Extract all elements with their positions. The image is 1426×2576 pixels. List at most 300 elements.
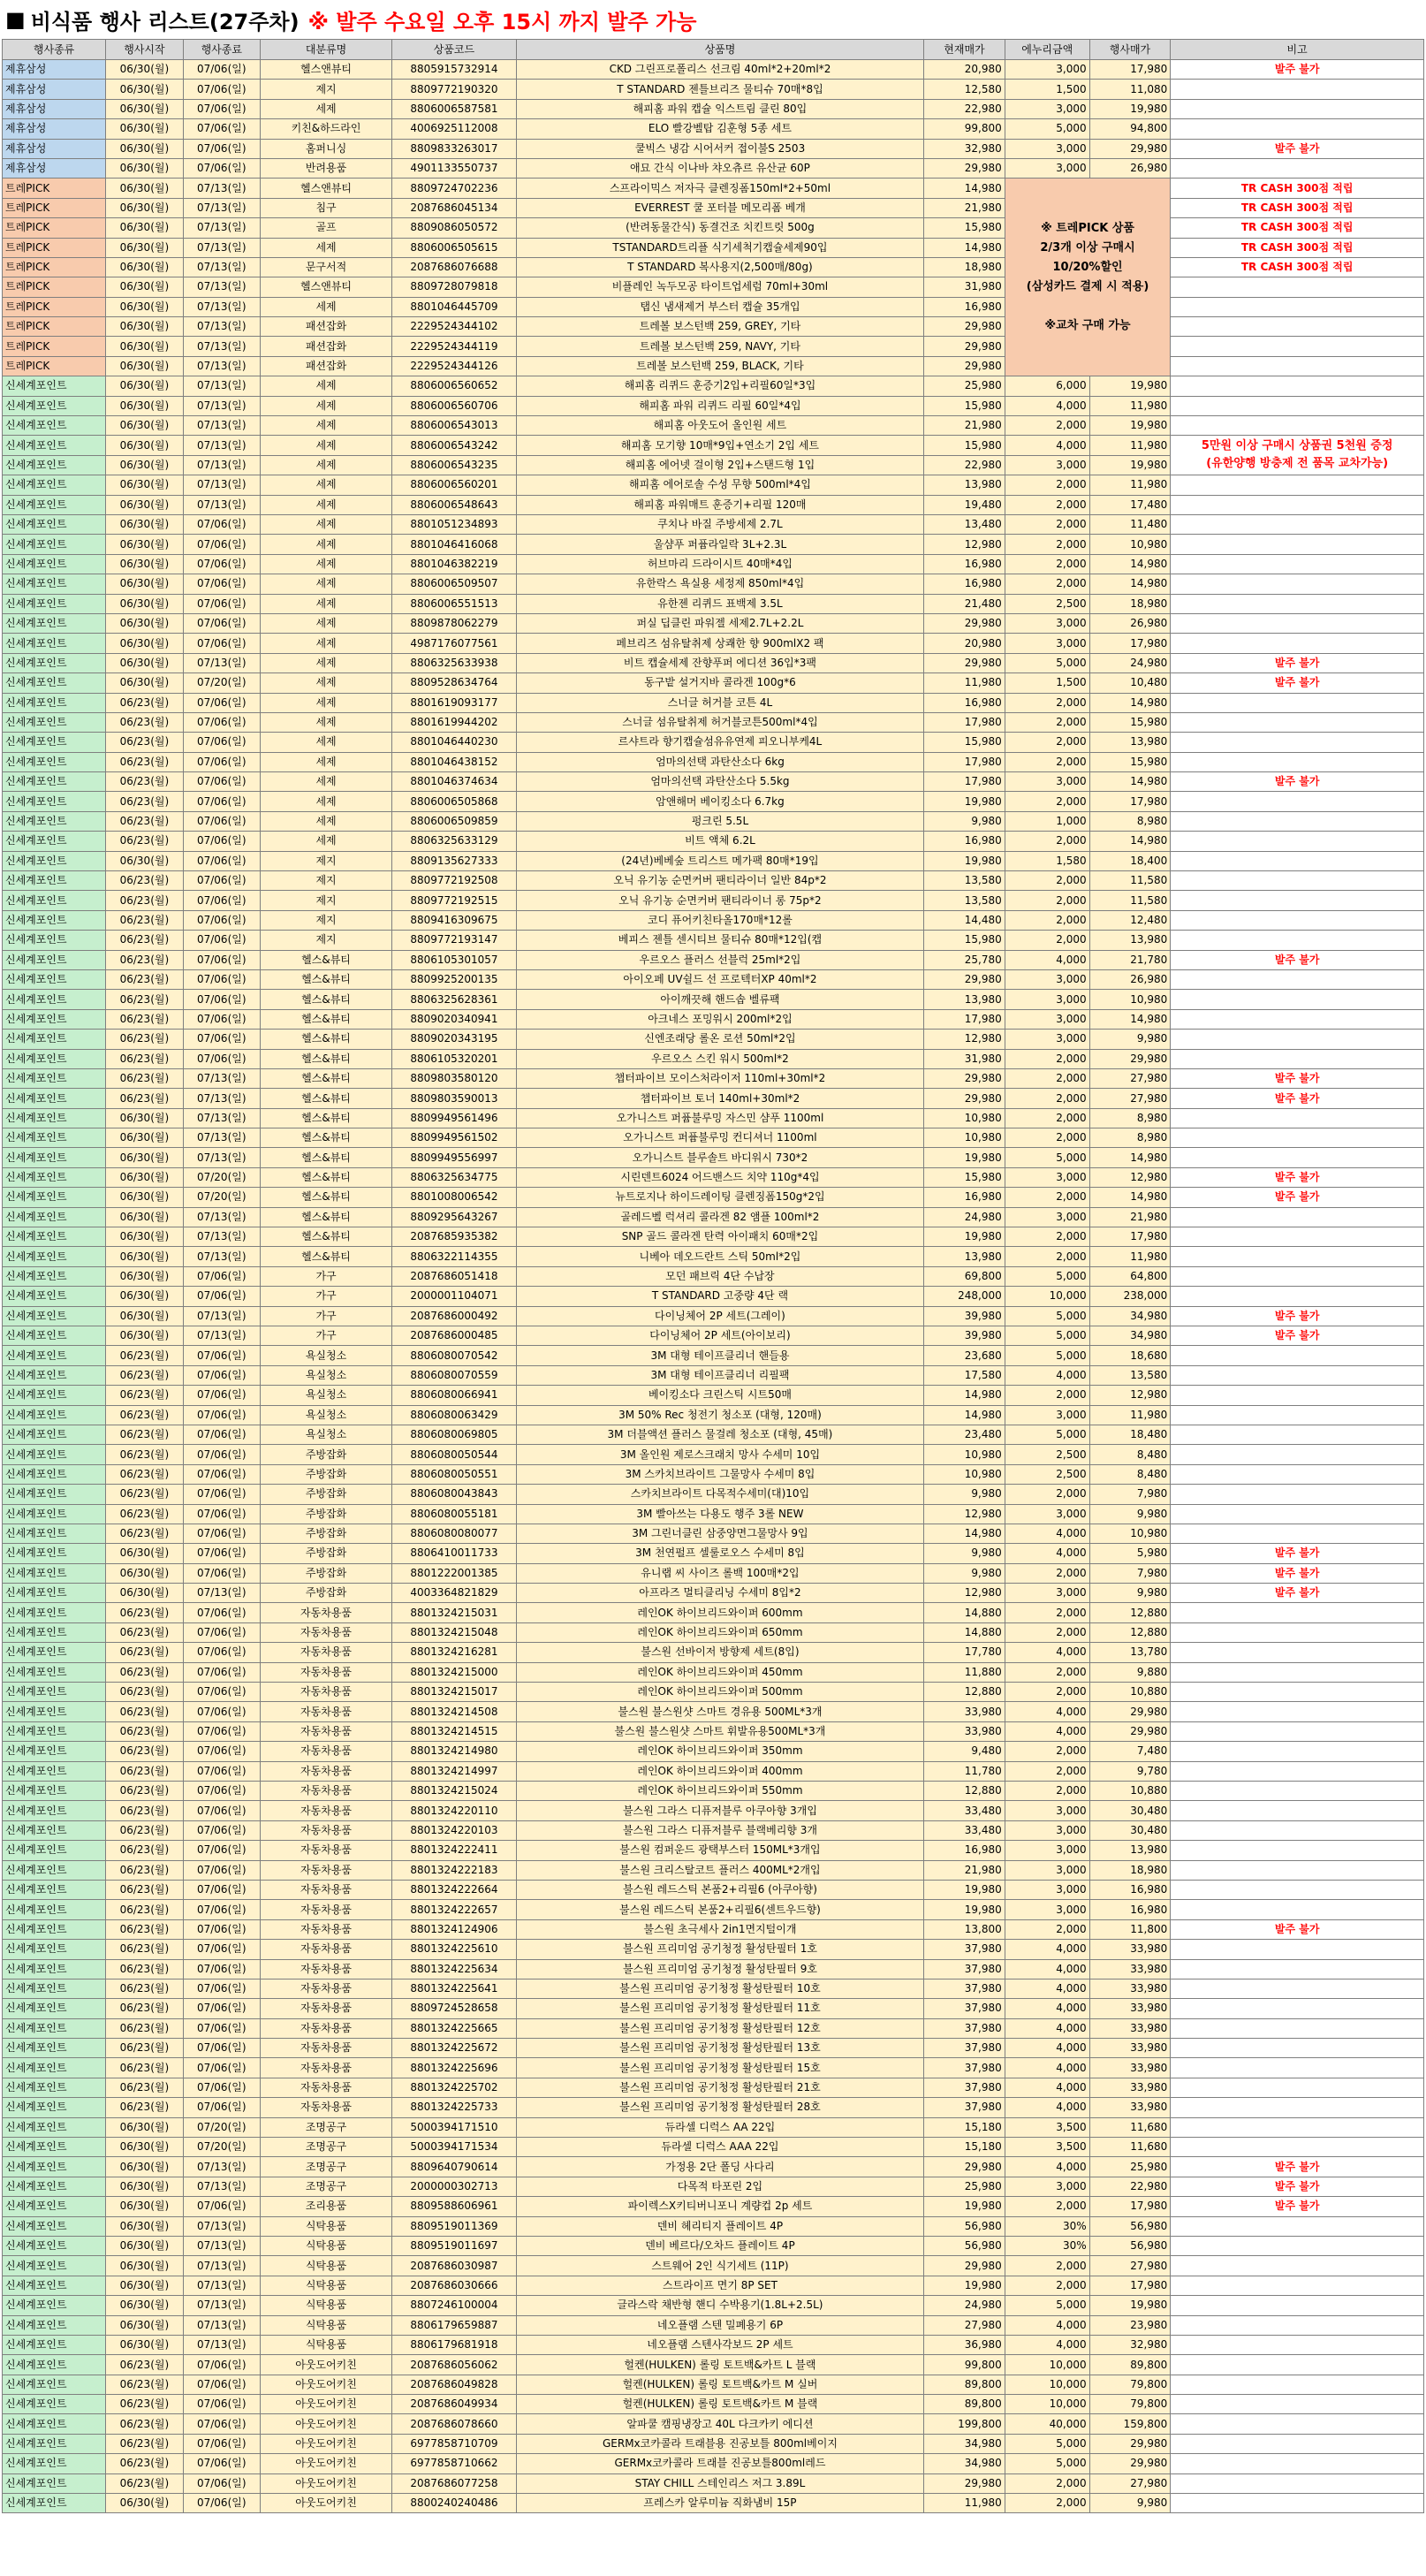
- cell-product-code: 8801046438152: [392, 752, 517, 771]
- cell-remark: 발주 불가: [1171, 60, 1424, 80]
- cell-remark: [1171, 1485, 1424, 1504]
- cell-promo-price: 14,980: [1089, 1148, 1171, 1167]
- cell-promo-price: 11,580: [1089, 891, 1171, 910]
- cell-promo-price: 21,980: [1089, 1207, 1171, 1227]
- cell-current-price: 29,980: [924, 158, 1005, 178]
- cell-promo-type: 신세계포인트: [3, 990, 106, 1009]
- cell-end-date: 07/20(일): [183, 1188, 260, 1207]
- cell-current-price: 33,480: [924, 1801, 1005, 1820]
- cell-product-code: 8809878062279: [392, 613, 517, 633]
- cell-promo-price: 18,680: [1089, 1346, 1171, 1365]
- cell-remark: [1171, 2473, 1424, 2493]
- cell-product-name: 골레드벨 럭셔리 콜라겐 82 앰플 100ml*2: [516, 1207, 923, 1227]
- cell-discount: 4,000: [1005, 1544, 1089, 1563]
- cell-remark: 발주 불가: [1171, 1068, 1424, 1088]
- cell-promo-price: 12,880: [1089, 1603, 1171, 1622]
- cell-promo-price: 29,980: [1089, 1049, 1171, 1068]
- cell-discount: 5,000: [1005, 653, 1089, 672]
- table-row: [3, 931, 1424, 950]
- cell-promo-price: 11,680: [1089, 2117, 1171, 2137]
- cell-current-price: 13,800: [924, 1919, 1005, 1939]
- cell-product-code: 8809772193147: [392, 931, 517, 950]
- cell-product-code: 2087686000485: [392, 1326, 517, 1346]
- table-row: [3, 1445, 1424, 1464]
- table-row: [3, 1247, 1424, 1266]
- cell-promo-price: 29,980: [1089, 2454, 1171, 2473]
- cell-end-date: 07/13(일): [183, 238, 260, 257]
- cell-category: 식탁용품: [260, 2256, 391, 2276]
- cell-end-date: 07/06(일): [183, 1702, 260, 1721]
- title-main: 비식품 행사 리스트(27주차): [30, 9, 300, 34]
- cell-start-date: 06/30(월): [106, 317, 183, 337]
- cell-promo-type: 신세계포인트: [3, 2157, 106, 2177]
- table-row: [3, 1563, 1424, 1583]
- cell-current-price: 10,980: [924, 1128, 1005, 1148]
- cell-product-name: 불스원 초극세사 2in1면지털이개: [516, 1919, 923, 1939]
- cell-end-date: 07/06(일): [183, 1860, 260, 1880]
- cell-promo-price: 14,980: [1089, 1009, 1171, 1029]
- cell-promo-type: 신세계포인트: [3, 871, 106, 891]
- cell-remark: 발주 불가: [1171, 1919, 1424, 1939]
- cell-discount: 2,000: [1005, 2473, 1089, 2493]
- cell-product-code: 6977858710709: [392, 2434, 517, 2453]
- cell-current-price: 11,780: [924, 1761, 1005, 1781]
- cell-category: 자동차용품: [260, 1643, 391, 1662]
- cell-current-price: 22,980: [924, 455, 1005, 475]
- cell-end-date: 07/06(일): [183, 1346, 260, 1365]
- trend-pick-note-line: 2/3개 이상 구매시: [1040, 240, 1135, 255]
- cell-promo-price: 13,580: [1089, 1365, 1171, 1385]
- cell-promo-type: 신세계포인트: [3, 772, 106, 792]
- cell-promo-price: 33,980: [1089, 2018, 1171, 2038]
- cell-product-code: 2087686051418: [392, 1266, 517, 1286]
- cell-current-price: 33,480: [924, 1820, 1005, 1840]
- cell-product-name: STAY CHILL 스테인리스 저그 3.89L: [516, 2473, 923, 2493]
- cell-product-code: 2087686077258: [392, 2473, 517, 2493]
- cell-current-price: 11,880: [924, 1662, 1005, 1682]
- cell-product-name: 챕터파이브 토너 140ml+30ml*2: [516, 1089, 923, 1108]
- cell-category: 헬스&뷰티: [260, 1108, 391, 1128]
- cell-category: 주방잡화: [260, 1563, 391, 1583]
- cell-promo-type: 신세계포인트: [3, 574, 106, 594]
- cell-current-price: 19,980: [924, 2276, 1005, 2295]
- cell-promo-price: 33,980: [1089, 2039, 1171, 2058]
- cell-remark: 발주 불가: [1171, 1544, 1424, 1563]
- cell-category: 자동차용품: [260, 2018, 391, 2038]
- cell-current-price: 15,980: [924, 396, 1005, 415]
- cell-discount: 2,000: [1005, 1742, 1089, 1761]
- cell-start-date: 06/30(월): [106, 1188, 183, 1207]
- trend-pick-note-line: ※ 트레PICK 상품: [1041, 221, 1134, 235]
- cell-remark: [1171, 2098, 1424, 2117]
- cell-remark: [1171, 2494, 1424, 2513]
- cell-discount: 5,000: [1005, 1326, 1089, 1346]
- cell-promo-type: 신세계포인트: [3, 2473, 106, 2493]
- cell-promo-type: 신세계포인트: [3, 1563, 106, 1583]
- cell-start-date: 06/23(월): [106, 2473, 183, 2493]
- cell-promo-type: 신세계포인트: [3, 1841, 106, 1860]
- table-row: [3, 2236, 1424, 2255]
- cell-start-date: 06/23(월): [106, 811, 183, 831]
- cell-product-name: 스카치브라이트 다목적수세미(대)10입: [516, 1485, 923, 1504]
- cell-remark: [1171, 1761, 1424, 1781]
- cell-promo-price: 5,980: [1089, 1544, 1171, 1563]
- table-row: [3, 436, 1424, 455]
- cell-promo-price: 14,980: [1089, 832, 1171, 851]
- cell-product-code: 8806080050551: [392, 1464, 517, 1484]
- cell-start-date: 06/23(월): [106, 1030, 183, 1049]
- cell-start-date: 06/23(월): [106, 910, 183, 930]
- cell-promo-price: 159,800: [1089, 2414, 1171, 2434]
- cell-category: 자동차용품: [260, 1860, 391, 1880]
- table-row: [3, 1900, 1424, 1919]
- table-row: [3, 851, 1424, 870]
- cell-promo-type: 트레PICK: [3, 257, 106, 277]
- cell-product-code: 8806410011733: [392, 1544, 517, 1563]
- cell-current-price: 36,980: [924, 2335, 1005, 2354]
- cell-category: 자동차용품: [260, 1820, 391, 1840]
- cell-remark: [1171, 337, 1424, 356]
- cell-product-code: 2000000302713: [392, 2177, 517, 2196]
- cell-product-code: 8801619093177: [392, 693, 517, 712]
- table-row: [3, 2335, 1424, 2354]
- cell-promo-price: 24,980: [1089, 653, 1171, 672]
- cell-start-date: 06/23(월): [106, 1860, 183, 1880]
- cell-promo-price: 11,980: [1089, 396, 1171, 415]
- cell-remark: [1171, 475, 1424, 495]
- cell-product-name: 헐켄(HULKEN) 롤링 토트백&카트 M 블랙: [516, 2395, 923, 2414]
- cell-promo-price: 14,980: [1089, 554, 1171, 574]
- cell-product-code: 8801046374634: [392, 772, 517, 792]
- cell-start-date: 06/30(월): [106, 2276, 183, 2295]
- cell-promo-type: 신세계포인트: [3, 455, 106, 475]
- cell-category: 세제: [260, 396, 391, 415]
- cell-current-price: 37,980: [924, 2078, 1005, 2097]
- cell-promo-price: 32,980: [1089, 2335, 1171, 2354]
- cell-start-date: 06/23(월): [106, 1880, 183, 1899]
- cell-product-code: 8801324222664: [392, 1880, 517, 1899]
- cell-category: 식탁용품: [260, 2296, 391, 2315]
- table-row: [3, 1524, 1424, 1543]
- table-row: [3, 673, 1424, 693]
- cell-remark: [1171, 317, 1424, 337]
- cell-current-price: 29,980: [924, 653, 1005, 672]
- cell-promo-type: 신세계포인트: [3, 1227, 106, 1247]
- cell-end-date: 07/06(일): [183, 1603, 260, 1622]
- table-row: [3, 1801, 1424, 1820]
- cell-promo-type: 신세계포인트: [3, 1662, 106, 1682]
- column-header: 상품명: [516, 40, 923, 60]
- cell-product-name: 듀라셀 디럭스 AAA 22입: [516, 2138, 923, 2157]
- cell-discount: 4,000: [1005, 2039, 1089, 2058]
- cell-end-date: 07/13(일): [183, 1247, 260, 1266]
- cell-product-code: 8806080070542: [392, 1346, 517, 1365]
- cell-promo-price: 18,400: [1089, 851, 1171, 870]
- cell-product-code: 8801324215024: [392, 1781, 517, 1800]
- cell-product-code: 8801324214980: [392, 1742, 517, 1761]
- cell-discount: 3,000: [1005, 1820, 1089, 1840]
- table-row: [3, 1959, 1424, 1979]
- cell-remark: [1171, 1781, 1424, 1800]
- cell-category: 제지: [260, 891, 391, 910]
- cell-promo-price: 27,980: [1089, 2473, 1171, 2493]
- cell-end-date: 07/13(일): [183, 376, 260, 396]
- cell-end-date: 07/06(일): [183, 2375, 260, 2394]
- cell-promo-type: 신세계포인트: [3, 2197, 106, 2216]
- table-row: [3, 2315, 1424, 2335]
- cell-promo-type: 신세계포인트: [3, 1405, 106, 1425]
- cell-category: 세제: [260, 811, 391, 831]
- cell-end-date: 07/06(일): [183, 1999, 260, 2018]
- cell-start-date: 06/23(월): [106, 2098, 183, 2117]
- cell-category: 자동차용품: [260, 2098, 391, 2117]
- cell-current-price: 22,980: [924, 99, 1005, 118]
- cell-promo-type: 신세계포인트: [3, 1761, 106, 1781]
- cell-category: 자동차용품: [260, 1702, 391, 1721]
- cell-product-code: 8809528634764: [392, 673, 517, 693]
- cell-category: 세제: [260, 712, 391, 732]
- cell-start-date: 06/23(월): [106, 1524, 183, 1543]
- cell-product-name: 해피홈 파워 캡슐 익스트림 클린 80입: [516, 99, 923, 118]
- cell-discount: 5,000: [1005, 2434, 1089, 2453]
- cell-discount: 1,000: [1005, 811, 1089, 831]
- table-row: [3, 2395, 1424, 2414]
- cell-promo-type: 신세계포인트: [3, 2177, 106, 2196]
- cell-category: 가구: [260, 1306, 391, 1326]
- table-row: [3, 2117, 1424, 2137]
- cell-product-code: 8806105301057: [392, 950, 517, 969]
- cell-current-price: 99,800: [924, 2355, 1005, 2375]
- cell-start-date: 06/30(월): [106, 634, 183, 653]
- cell-start-date: 06/30(월): [106, 2494, 183, 2513]
- cell-product-code: 8801324124906: [392, 1919, 517, 1939]
- cell-start-date: 06/30(월): [106, 1148, 183, 1167]
- cell-category: 욕실청소: [260, 1365, 391, 1385]
- cell-remark: [1171, 1425, 1424, 1444]
- cell-product-name: EVERREST 쿨 포터블 메모리폼 베개: [516, 198, 923, 217]
- cell-product-name: 스프라이믹스 저자극 클렌징폼150ml*2+50ml: [516, 179, 923, 198]
- cell-discount: 3,000: [1005, 1801, 1089, 1820]
- cell-current-price: 12,980: [924, 1504, 1005, 1524]
- cell-current-price: 29,980: [924, 613, 1005, 633]
- cell-remark: [1171, 613, 1424, 633]
- cell-remark: [1171, 1683, 1424, 1702]
- cell-current-price: 10,980: [924, 1108, 1005, 1128]
- cell-product-name: 가정용 2단 폴딩 사다리: [516, 2157, 923, 2177]
- cell-discount: 5,000: [1005, 1266, 1089, 1286]
- cell-product-code: 2087686030666: [392, 2276, 517, 2295]
- cell-discount: 4,000: [1005, 1959, 1089, 1979]
- cell-product-name: 유니랩 씨 사이즈 롤백 100매*2입: [516, 1563, 923, 1583]
- cell-product-code: 8801324214508: [392, 1702, 517, 1721]
- cell-remark: [1171, 1979, 1424, 1998]
- cell-end-date: 07/06(일): [183, 119, 260, 139]
- cell-product-name: ELO 빨강벨탑 김훈형 5종 세트: [516, 119, 923, 139]
- cell-current-price: 13,580: [924, 871, 1005, 891]
- cell-category: 세제: [260, 693, 391, 712]
- cell-promo-type: 신세계포인트: [3, 752, 106, 771]
- table-row: [3, 2494, 1424, 2513]
- cell-category: 자동차용품: [260, 1999, 391, 2018]
- cell-remark: TR CASH 300점 적립: [1171, 257, 1424, 277]
- cell-start-date: 06/30(월): [106, 455, 183, 475]
- cell-end-date: 07/13(일): [183, 1128, 260, 1148]
- cell-promo-price: 8,480: [1089, 1464, 1171, 1484]
- cell-promo-price: 94,800: [1089, 119, 1171, 139]
- cell-end-date: 07/06(일): [183, 2395, 260, 2414]
- cell-remark: 발주 불가: [1171, 1167, 1424, 1187]
- cell-current-price: 12,580: [924, 80, 1005, 99]
- trend-pick-note-line: (삼성카드 결제 시 적용): [1026, 279, 1149, 293]
- cell-discount: 5,000: [1005, 1346, 1089, 1365]
- cell-product-code: 2087685935382: [392, 1227, 517, 1247]
- cell-remark: [1171, 1742, 1424, 1761]
- cell-current-price: 19,980: [924, 792, 1005, 811]
- cell-product-code: 8806006548643: [392, 495, 517, 514]
- cell-product-code: 8801324215031: [392, 1603, 517, 1622]
- cell-product-name: 챕터파이브 모이스처라이저 110ml+30ml*2: [516, 1068, 923, 1088]
- cell-category: 세제: [260, 554, 391, 574]
- cell-end-date: 07/20(일): [183, 2138, 260, 2157]
- cell-start-date: 06/30(월): [106, 673, 183, 693]
- cell-start-date: 06/23(월): [106, 832, 183, 851]
- cell-start-date: 06/30(월): [106, 119, 183, 139]
- cell-current-price: 14,880: [924, 1603, 1005, 1622]
- cell-promo-type: 신세계포인트: [3, 950, 106, 969]
- cell-product-code: 8801324215017: [392, 1683, 517, 1702]
- cell-remark: 발주 불가: [1171, 2177, 1424, 2196]
- cell-end-date: 07/06(일): [183, 752, 260, 771]
- cell-product-name: 레인OK 하이브리드와이퍼 500mm: [516, 1683, 923, 1702]
- cell-promo-price: 17,980: [1089, 634, 1171, 653]
- cell-category: 세제: [260, 436, 391, 455]
- cell-promo-type: 신세계포인트: [3, 2315, 106, 2335]
- trend-pick-note-line: [1008, 297, 1168, 316]
- cell-remark: [1171, 910, 1424, 930]
- cell-current-price: 9,980: [924, 811, 1005, 831]
- cell-promo-type: 신세계포인트: [3, 811, 106, 831]
- cell-promo-price: 9,880: [1089, 1662, 1171, 1682]
- table-row: [3, 1860, 1424, 1880]
- cell-promo-price: 9,980: [1089, 1030, 1171, 1049]
- cell-end-date: 07/13(일): [183, 396, 260, 415]
- cell-current-price: 12,880: [924, 1683, 1005, 1702]
- cell-remark: 발주 불가: [1171, 673, 1424, 693]
- cell-current-price: 33,980: [924, 1702, 1005, 1721]
- cell-remark: [1171, 80, 1424, 99]
- table-row: [3, 1584, 1424, 1603]
- cell-product-name: 암앤해머 베이킹소다 6.7kg: [516, 792, 923, 811]
- cell-start-date: 06/23(월): [106, 2018, 183, 2038]
- cell-discount: 2,000: [1005, 1049, 1089, 1068]
- cell-remark: [1171, 792, 1424, 811]
- cell-category: 헬스앤뷰티: [260, 277, 391, 297]
- cell-promo-type: 신세계포인트: [3, 733, 106, 752]
- cell-product-name: 우르오스 스킨 워시 500ml*2: [516, 1049, 923, 1068]
- table-row: [3, 1266, 1424, 1286]
- cell-promo-type: 트레PICK: [3, 356, 106, 376]
- cell-current-price: 17,980: [924, 752, 1005, 771]
- table-row: [3, 2473, 1424, 2493]
- cell-remark: [1171, 2138, 1424, 2157]
- cell-start-date: 06/30(월): [106, 2138, 183, 2157]
- cell-discount: 30%: [1005, 2216, 1089, 2236]
- cell-remark: [1171, 277, 1424, 297]
- table-row: [3, 2414, 1424, 2434]
- cell-current-price: 20,980: [924, 60, 1005, 80]
- cell-start-date: 06/23(월): [106, 1643, 183, 1662]
- cell-current-price: 16,980: [924, 832, 1005, 851]
- cell-current-price: 69,800: [924, 1266, 1005, 1286]
- column-header: 대분류명: [260, 40, 391, 60]
- cell-product-name: 엄마의선택 과탄산소다 6kg: [516, 752, 923, 771]
- cell-promo-price: 13,980: [1089, 1841, 1171, 1860]
- cell-end-date: 07/06(일): [183, 613, 260, 633]
- cell-product-name: 엄마의선택 과탄산소다 5.5kg: [516, 772, 923, 792]
- cell-discount: 3,000: [1005, 1841, 1089, 1860]
- cell-remark: [1171, 1721, 1424, 1741]
- cell-remark: TR CASH 300점 적립: [1171, 179, 1424, 198]
- cell-promo-price: 17,980: [1089, 60, 1171, 80]
- cell-remark: [1171, 2375, 1424, 2394]
- cell-remark: [1171, 1365, 1424, 1385]
- cell-promo-type: 신세계포인트: [3, 376, 106, 396]
- cell-end-date: 07/06(일): [183, 910, 260, 930]
- cell-category: 세제: [260, 475, 391, 495]
- table-row: [3, 2039, 1424, 2058]
- cell-category: 세제: [260, 613, 391, 633]
- cell-end-date: 07/13(일): [183, 1108, 260, 1128]
- cell-promo-type: 신세계포인트: [3, 2098, 106, 2117]
- cell-product-name: 듀라셀 디럭스 AA 22입: [516, 2117, 923, 2137]
- cell-promo-type: 제휴삼성: [3, 99, 106, 118]
- cell-product-name: 3M 올인원 제로스크래치 망사 수세미 10입: [516, 1445, 923, 1464]
- cell-product-code: 8806080066941: [392, 1386, 517, 1405]
- cell-product-name: 3M 스카치브라이트 그물망사 수세미 8입: [516, 1464, 923, 1484]
- cell-discount: 2,000: [1005, 1128, 1089, 1148]
- cell-promo-price: 19,980: [1089, 376, 1171, 396]
- cell-remark: [1171, 416, 1424, 436]
- cell-promo-type: 신세계포인트: [3, 1445, 106, 1464]
- cell-category: 패션잡화: [260, 356, 391, 376]
- cell-end-date: 07/06(일): [183, 1662, 260, 1682]
- table-row: [3, 277, 1424, 297]
- cell-end-date: 07/06(일): [183, 1959, 260, 1979]
- cell-remark: [1171, 969, 1424, 989]
- cell-product-code: 8806006551513: [392, 594, 517, 613]
- cell-promo-price: 10,480: [1089, 673, 1171, 693]
- cell-product-name: T STANDARD 복사용지(2,500매/80g): [516, 257, 923, 277]
- cell-remark: [1171, 2296, 1424, 2315]
- cell-discount: 4,000: [1005, 1940, 1089, 1959]
- table-row: [3, 396, 1424, 415]
- cell-end-date: 07/06(일): [183, 1841, 260, 1860]
- table-row: [3, 693, 1424, 712]
- cell-promo-type: 신세계포인트: [3, 1365, 106, 1385]
- cell-current-price: 19,980: [924, 1227, 1005, 1247]
- cell-promo-price: 11,580: [1089, 871, 1171, 891]
- cell-remark: 발주 불가: [1171, 772, 1424, 792]
- cell-promo-price: 11,480: [1089, 514, 1171, 534]
- cell-start-date: 06/30(월): [106, 337, 183, 356]
- cell-promo-type: 신세계포인트: [3, 1148, 106, 1167]
- cell-promo-type: 신세계포인트: [3, 2236, 106, 2255]
- cell-product-code: 8809588606961: [392, 2197, 517, 2216]
- cell-promo-price: 16,980: [1089, 1900, 1171, 1919]
- cell-product-code: 8809295643267: [392, 1207, 517, 1227]
- cell-category: 헬스&뷰티: [260, 1089, 391, 1108]
- cell-promo-type: 신세계포인트: [3, 436, 106, 455]
